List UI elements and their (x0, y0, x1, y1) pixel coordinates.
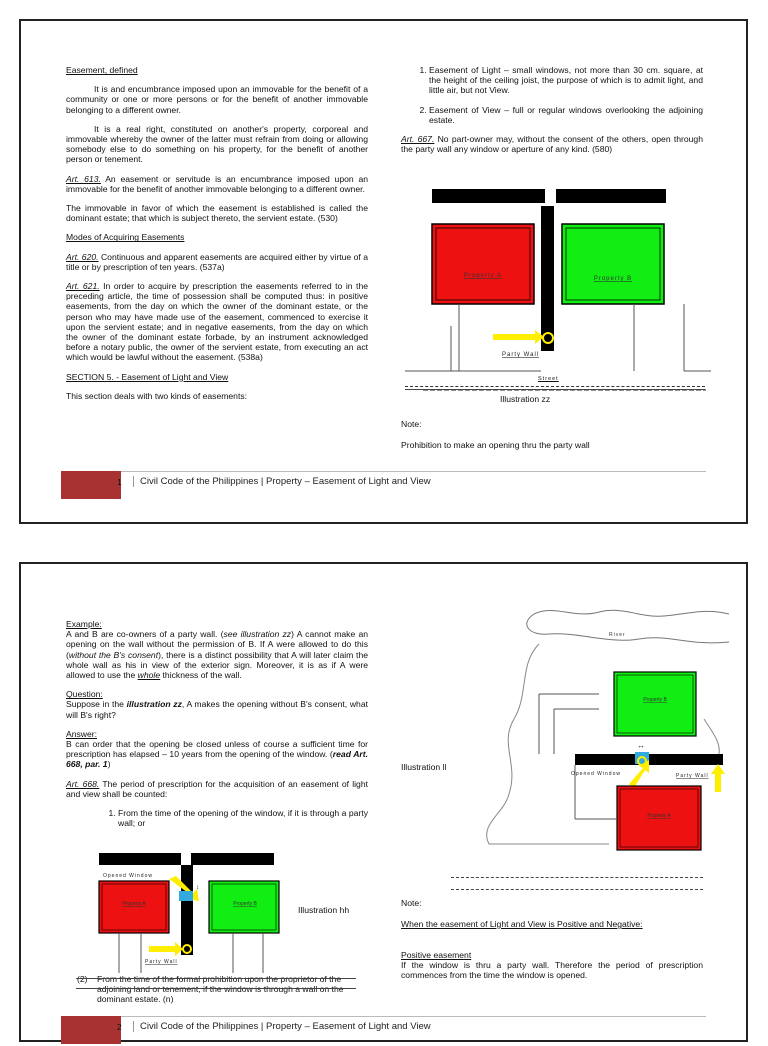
illustration-ll-diagram (459, 604, 731, 874)
property-a-label: Property A (122, 901, 146, 907)
answer-heading: Answer: (66, 728, 98, 739)
party-wall-label: Party Wall (502, 352, 540, 358)
property-a-label: Property A (463, 273, 503, 279)
property-b-label: Property B (593, 276, 633, 282)
wall-top-left (432, 189, 545, 203)
street-baseline (405, 389, 705, 390)
list-item: 1. From the time of the opening of the window, if it is through a party wall; or (118, 808, 368, 828)
wall-top-right (556, 189, 666, 203)
arrow-body (493, 334, 535, 340)
easement-def-para2: It is a real right, constituted on another's property, corporeal and immovable whereby the owner of the latter must refrain from doing or allowing somebody else to do something on his property, for the benefit of another person or tenement. (66, 123, 368, 165)
modes-heading: Modes of Acquiring Easements (66, 232, 185, 243)
window-opening (179, 891, 193, 901)
art668-item2: (2) From the time of the formal prohibition upon the proprietor of the adjoining land or tenement, if the window is through a wall on the dominant estate. (n) (77, 974, 344, 1005)
note-label: Note: (401, 898, 422, 908)
art613-paragraph: Art. 613. An easement or servitude is an encumbrance imposed upon an immovable for the benefit of another immovable belonging to a different owner. (66, 173, 368, 194)
river-bank (534, 610, 729, 616)
page1-footer (61, 471, 706, 501)
page-number: 1 (117, 477, 122, 487)
example-heading: Example: (66, 619, 102, 629)
note-heading: When the easement of Light and View is Positive and Negative: (401, 919, 643, 929)
question-paragraph: Suppose in the illustration zz, A makes the opening without B's consent, what will B's right? (66, 699, 368, 720)
positive-text: If the window is thru a party wall. Therefore the period of prescription commences from the time the window is opened. (401, 960, 703, 981)
property-a-label: Property A (647, 813, 671, 819)
art667-paragraph: Art. 667. No part-owner may, without the consent of the others, open through the party wall any window or aperture of any kind. (580) (401, 134, 703, 155)
question-heading: Question: (66, 689, 103, 700)
easement-kinds-list (401, 65, 703, 125)
footer-red-block (61, 471, 121, 499)
strike-line (76, 988, 356, 989)
property-b-box (562, 224, 664, 304)
page-number: 2 (117, 1022, 122, 1032)
property-b-box (614, 672, 696, 736)
illustration-hh-caption: Illustration hh (298, 905, 350, 915)
easement-defined-heading: Easement, defined (66, 65, 138, 75)
art621-paragraph: Art. 621. In order to acquire by prescription the easements referred to in the preceding article, the time of possession shall be computed thus: in positive easements, from the day on which the owner of the dominant estate, or the person who may have made use of the easement, commenced to exercise it upon the servient estate; and in negative easements, from the day on which the owner of the dominant estate forbade, by an instrument acknowledged before a notary public, the owner of the servient estate, from executing an act which would be lawful without the easement. (538a) (66, 281, 369, 363)
arrow-body (149, 946, 175, 952)
art668-paragraph: Art. 668. The period of prescription for the acquisition of an easement of light and view shall be counted: (66, 778, 368, 799)
easement-def-para1: It is and encumbrance imposed upon an immovable for the benefit of a community or one or more persons or for the benefit of another immovable belonging to a different owner. (66, 84, 368, 115)
property-b-label: Property B (233, 901, 257, 907)
page1-left-column (66, 65, 368, 410)
wall-top-left (99, 853, 181, 865)
property-a-box (99, 881, 169, 933)
property-a-box (432, 224, 534, 304)
footer-text: Civil Code of the Philippines | Property – Easement of Light and View (133, 1021, 431, 1032)
note-label: Note: (401, 419, 422, 429)
arrow-body (715, 774, 721, 792)
illustration-hh-diagram (83, 849, 303, 984)
strike-line (76, 978, 356, 979)
street-line (405, 386, 705, 387)
opened-window-label: Opened Window (103, 873, 153, 879)
art620-paragraph: Art. 620. Continuous and apparent easements are acquired either by virtue of a title or by prescription of ten years. (537a) (66, 251, 368, 272)
footer-text: Civil Code of the Philippines | Property – Easement of Light and View (133, 476, 431, 487)
illustration-zz-diagram (401, 186, 711, 401)
list-item: 1. Easement of Light – small windows, not more than 30 cm. square, at the height of the ceiling joist, the purpose of which is to admit light, and little air, but not View. (429, 65, 703, 96)
party-wall-label: Party Wall (145, 959, 178, 965)
street-label: Street (538, 376, 559, 382)
note-text: Prohibition to make an opening thru the party wall (401, 440, 590, 450)
party-wall-vertical (541, 206, 554, 351)
river-label: River (609, 632, 626, 638)
answer-paragraph: B can order that the opening be closed unless of course a sufficient time for prescription has elapsed – 10 years from the opening of the window. (read Art. 668, par. 1) (66, 739, 368, 770)
page-2 (19, 562, 748, 1042)
section5-heading: SECTION 5. - Easement of Light and View (66, 371, 229, 382)
positive-heading: Positive easement (401, 950, 472, 960)
dashed-line (451, 877, 703, 878)
property-b-label: Property B (643, 697, 667, 703)
illustration-ll-caption: Illustration ll (401, 762, 447, 772)
section5-text: This section deals with two kinds of easements: (66, 390, 248, 401)
dashed-line (451, 889, 703, 890)
party-wall-vertical (181, 865, 193, 955)
page1-right-column (401, 65, 703, 163)
wall-top-right (191, 853, 274, 865)
illustration-zz-caption: Illustration zz (500, 394, 551, 404)
party-wall-label: Party Wall (676, 773, 709, 779)
svg-text:↔: ↔ (637, 741, 645, 750)
page2-footer (61, 1016, 706, 1046)
svg-text:↕: ↕ (196, 885, 199, 891)
page-1 (19, 19, 748, 524)
page2-left-column (66, 619, 368, 837)
property-b-box (209, 881, 279, 933)
footer-red-block (61, 1016, 121, 1044)
list-item: 2. Easement of View – full or regular windows overlooking the adjoining estate. (429, 105, 703, 125)
example-paragraph: A and B are co-owners of a party wall. (see illustration zz) A cannot make an opening on the wall without the permission of B. If A were allowed to do this (without the B's consent), there is a distinct possibility that A will later claim the whole wall as his in view of the exterior sign. Moreover, it is as if A were allowed to use the whole thickness of the wall. (66, 629, 369, 681)
arrow-head (711, 764, 725, 774)
art668-list (66, 808, 368, 828)
positive-easement (401, 950, 703, 981)
opened-window-label: Opened Window (571, 771, 621, 777)
estate-paragraph: The immovable in favor of which the easement is established is called the dominant estate; that which is subject thereto, the servient estate. (530) (66, 203, 368, 224)
land-outline (487, 644, 609, 844)
